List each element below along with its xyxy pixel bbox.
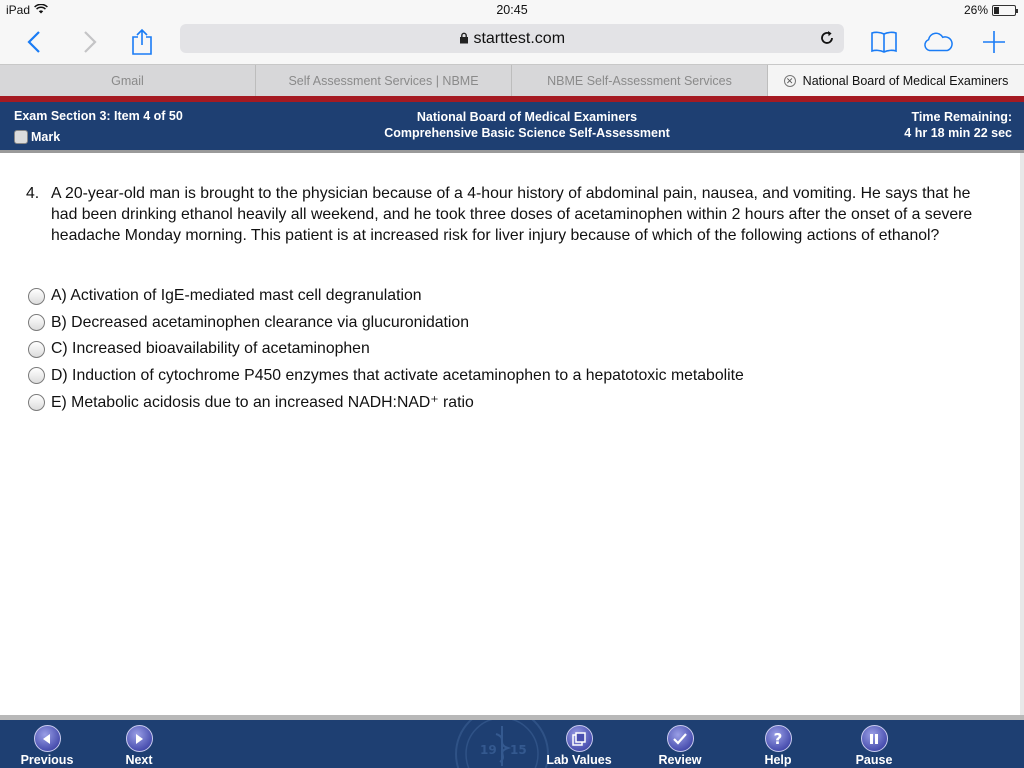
new-tab-button[interactable] bbox=[978, 26, 1010, 58]
back-button[interactable] bbox=[18, 26, 50, 58]
option-e[interactable]: E) Metabolic acidosis due to an increased NADH:NAD⁺ ratio bbox=[28, 389, 744, 416]
pause-icon bbox=[861, 725, 888, 752]
nbme-seal-icon bbox=[452, 720, 552, 768]
url-text: starttest.com bbox=[473, 30, 566, 47]
battery-icon bbox=[992, 5, 1016, 16]
review-button[interactable]: Review bbox=[650, 725, 710, 768]
forward-button[interactable] bbox=[74, 26, 106, 58]
status-bar bbox=[0, 0, 1024, 20]
help-button[interactable]: ? Help bbox=[748, 725, 808, 768]
question-number: 4. bbox=[26, 185, 40, 202]
previous-icon bbox=[34, 725, 61, 752]
exam-section: Exam Section 3: Item 4 of 50 bbox=[14, 109, 183, 123]
exam-name: Comprehensive Basic Science Self-Assessment bbox=[384, 126, 670, 140]
previous-button[interactable]: Previous bbox=[17, 725, 77, 768]
clock: 20:45 bbox=[496, 3, 528, 17]
bottom-nav bbox=[0, 720, 1024, 768]
address-bar[interactable] bbox=[180, 24, 844, 53]
radio-icon[interactable] bbox=[28, 314, 45, 331]
header-divider bbox=[0, 150, 1024, 153]
battery-fill bbox=[994, 7, 999, 14]
scrollbar[interactable] bbox=[1020, 153, 1024, 715]
radio-icon[interactable] bbox=[28, 288, 45, 305]
question-stem bbox=[26, 183, 1001, 246]
lab-values-icon bbox=[566, 725, 593, 752]
lab-values-button[interactable]: Lab Values bbox=[549, 725, 609, 768]
bookmarks-button[interactable] bbox=[868, 26, 900, 58]
checkmark-icon bbox=[667, 725, 694, 752]
option-a[interactable]: A) Activation of IgE-mediated mast cell degranulation bbox=[28, 283, 744, 310]
answer-options bbox=[28, 283, 744, 416]
svg-text:19: 19 bbox=[480, 743, 497, 757]
lock-icon bbox=[459, 30, 473, 47]
option-b[interactable]: B) Decreased acetaminophen clearance via glucuronidation bbox=[28, 310, 744, 337]
exam-header bbox=[0, 102, 1024, 150]
share-button[interactable] bbox=[126, 26, 158, 58]
pause-button[interactable]: Pause bbox=[844, 725, 904, 768]
svg-text:15: 15 bbox=[510, 743, 527, 757]
close-tab-icon[interactable]: ✕ bbox=[784, 75, 796, 87]
option-c[interactable]: C) Increased bioavailability of acetaminophen bbox=[28, 336, 744, 363]
radio-icon[interactable] bbox=[28, 341, 45, 358]
radio-icon[interactable] bbox=[28, 367, 45, 384]
radio-icon[interactable] bbox=[28, 394, 45, 411]
tab-national-board[interactable]: ✕ National Board of Medical Examiners bbox=[768, 65, 1024, 96]
help-icon: ? bbox=[765, 725, 792, 752]
time-remaining-label: Time Remaining: bbox=[911, 110, 1012, 124]
question-text: A 20-year-old man is brought to the physician because of a 4-hour history of abdominal pain, nausea, and vomiting. He says that he had been drinking ethanol heavily all weekend, and he took three doses of acetaminophen within 2 hours after the onset of a severe headache Monday morning. This patient is at increased risk for liver injury because of which of the following actions of ethanol? bbox=[51, 185, 973, 244]
tab-nbme-self-assessment[interactable]: NBME Self-Assessment Services bbox=[512, 65, 768, 96]
tab-self-assessment-services[interactable]: Self Assessment Services | NBME bbox=[256, 65, 512, 96]
exam-org-title: National Board of Medical Examiners bbox=[416, 110, 638, 124]
next-button[interactable]: Next bbox=[109, 725, 169, 768]
tab-gmail[interactable]: Gmail bbox=[0, 65, 256, 96]
browser-toolbar bbox=[0, 20, 1024, 64]
icloud-tabs-button[interactable] bbox=[922, 26, 954, 58]
tab-bar bbox=[0, 64, 1024, 96]
next-icon bbox=[126, 725, 153, 752]
device-name: iPad bbox=[6, 3, 31, 17]
reload-icon[interactable] bbox=[816, 27, 838, 49]
option-d[interactable]: D) Induction of cytochrome P450 enzymes that activate acetaminophen to a hepatotoxic metabolite bbox=[28, 363, 744, 390]
time-remaining-value: 4 hr 18 min 22 sec bbox=[904, 126, 1012, 140]
battery-percent: 26% bbox=[963, 3, 988, 17]
mark-label: Mark bbox=[31, 130, 61, 144]
